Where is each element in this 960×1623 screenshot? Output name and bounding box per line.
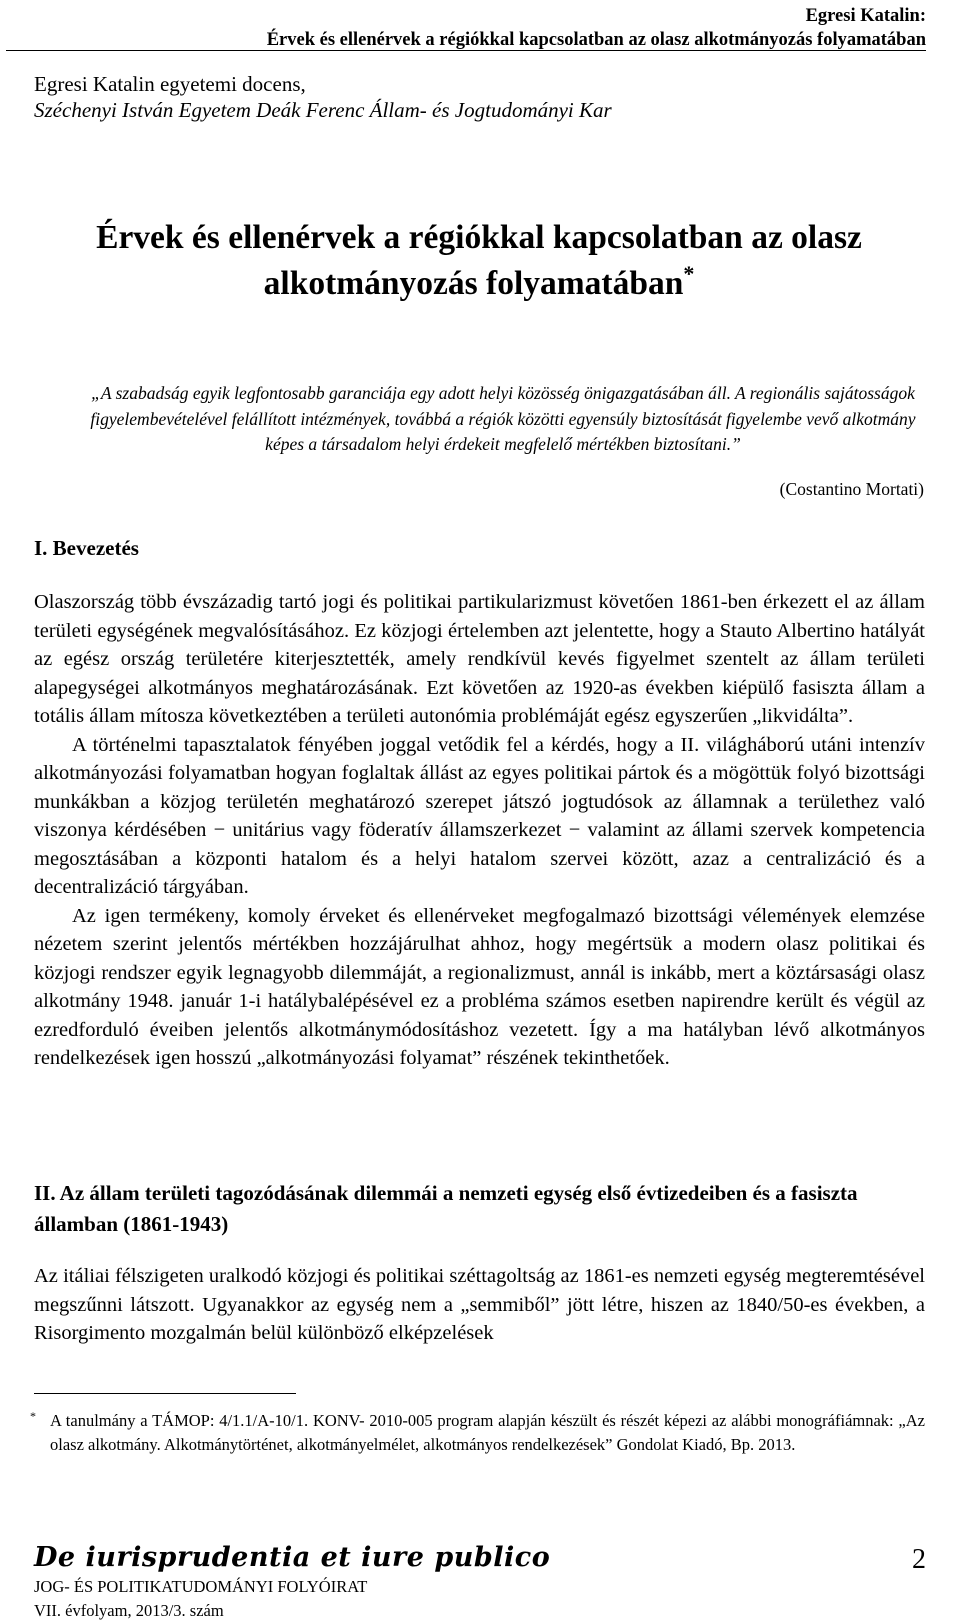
journal-info [34, 1575, 367, 1623]
running-header-title: Érvek és ellenérvek a régiókkal kapcsolatban az olasz alkotmányozás folyamatában [266, 30, 926, 50]
paragraph-text: Olaszország több évszázadig tartó jogi és politikai partikularizmust követően 1861-ben érkezett el az állam területi egységének megvalósításához. Ez közjogi értelemben azt jelentette, hogy a Stauto Albertino hatályát az egész ország területére kiterjesztették, amely rendkívül kevés figyelmet szentelt az állam területi alapegységei alkotmányos meghatározásának. Ezt követően az 1920-as években kiépülő fasiszta állam a totális állam mítosza következtében a területi autonómia problémáját egész egyszerűen „likvidálta”. [34, 591, 925, 727]
article-title [34, 215, 924, 307]
footnote-rule [34, 1393, 296, 1394]
paragraph-text: Az itáliai félszigeten uralkodó közjogi és politikai széttagoltság az 1861-es nemzeti egység megteremtésével megszűnni látszott. Ugyanakkor az egység nem a „semmiből” jött létre, hiszen az 1840/50-es években, a Risorgimento mozgalmán belül különböző elképzelések [34, 1265, 925, 1344]
article-title-line2: alkotmányozás folyamatában* [263, 261, 695, 302]
author-block [34, 71, 934, 123]
author-affiliation: Széchenyi István Egyetem Deák Ferenc Állam- és Jogtudományi Kar [34, 98, 612, 122]
running-header [267, 4, 926, 52]
paragraph [34, 588, 925, 1073]
journal-title: De iurisprudentia et iure publico [34, 1542, 551, 1573]
paragraph-text: A történelmi tapasztalatok fényében joggal vetődik fel a kérdés, hogy a II. világháború utáni intenzív alkotmányozási folyamatban hogyan foglaltak állást az egyes politikai pártok és a mögöttük folyó bizottsági munkákban a közjog területén meghatározó szerepet játszó jogtudósok az államnak a területhez való viszonya kérdésében − unitárius vagy föderatív államszerkezet − valamint az állami szervek kompetencia megosztásában a központi hatalom és a helyi hatalom szervei között, azaz a centralizáció és a decentralizáció tárgyában. [34, 733, 925, 898]
header-rule [6, 50, 926, 51]
footnote [30, 1409, 925, 1456]
footnote-marker: * [30, 1409, 36, 1423]
article-title-line1: Érvek és ellenérvek a régiókkal kapcsolatban az olasz [96, 219, 862, 256]
footnote-text: A tanulmány a TÁMOP: 4/1.1/A-10/1. KONV- 2010-005 program alapján készült és részét képezi az alábbi monográfiámnak: „Az olasz alkotmány. Alkotmánytörténet, alkotmányelmélet, alkotmányos rendelkezések” Gondolat Kiadó, Bp. 2013. [50, 1411, 925, 1454]
running-header-author: Egresi Katalin: [805, 6, 926, 26]
paragraph-text: Az igen termékeny, komoly érveket és ellenérveket megfogalmazó bizottsági vélemények elemzése nézetem szerint jelentős mértékben hozzájárulhat ahhoz, hogy megértsük a modern olasz politikai és közjogi rendszer egyik legnagyobb dilemmáját, a regionalizmust, annál is inkább, mert a köztársasági olasz alkotmány 1948. január 1-i hatálybalépésével ez a probléma számos esetben napirendre került és végül az ezredforduló éveiben jelentős alkotmánymódosításhoz vezetett. Így a ma hatályban lévő alkotmányos rendelkezések igen hosszú „alkotmányozási folyamat” részének tekinthetőek. [34, 904, 925, 1069]
page-number: 2 [912, 1544, 926, 1575]
epigraph: „A szabadság egyik legfontosabb garanciája egy adott helyi közösség önigazgatásában áll. A regionális sajátosságok figyelembevételével felállított intézmények, továbbá a régiók közötti egyensúly biztosítását figyelembe vevő alkotmány képes a társadalom helyi érdekeit megfelelő mértékben biztosítani.” [90, 383, 916, 455]
title-footnote-marker[interactable]: * [683, 261, 695, 286]
author-name: Egresi Katalin egyetemi docens, [34, 72, 306, 96]
section-heading-1: I. Bevezetés [34, 536, 139, 560]
journal-issue: VII. évfolyam, 2013/3. szám [34, 1601, 224, 1620]
epigraph-source: (Costantino Mortati) [779, 479, 924, 499]
journal-subtitle: JOG- ÉS POLITIKATUDOMÁNYI FOLYÓIRAT [34, 1577, 368, 1596]
section-heading-2: II. Az állam területi tagozódásának dilemmái a nemzeti egység első évtizedeiben és a fasiszta államban (1861-1943) [34, 1181, 858, 1236]
paragraph [34, 1262, 925, 1348]
